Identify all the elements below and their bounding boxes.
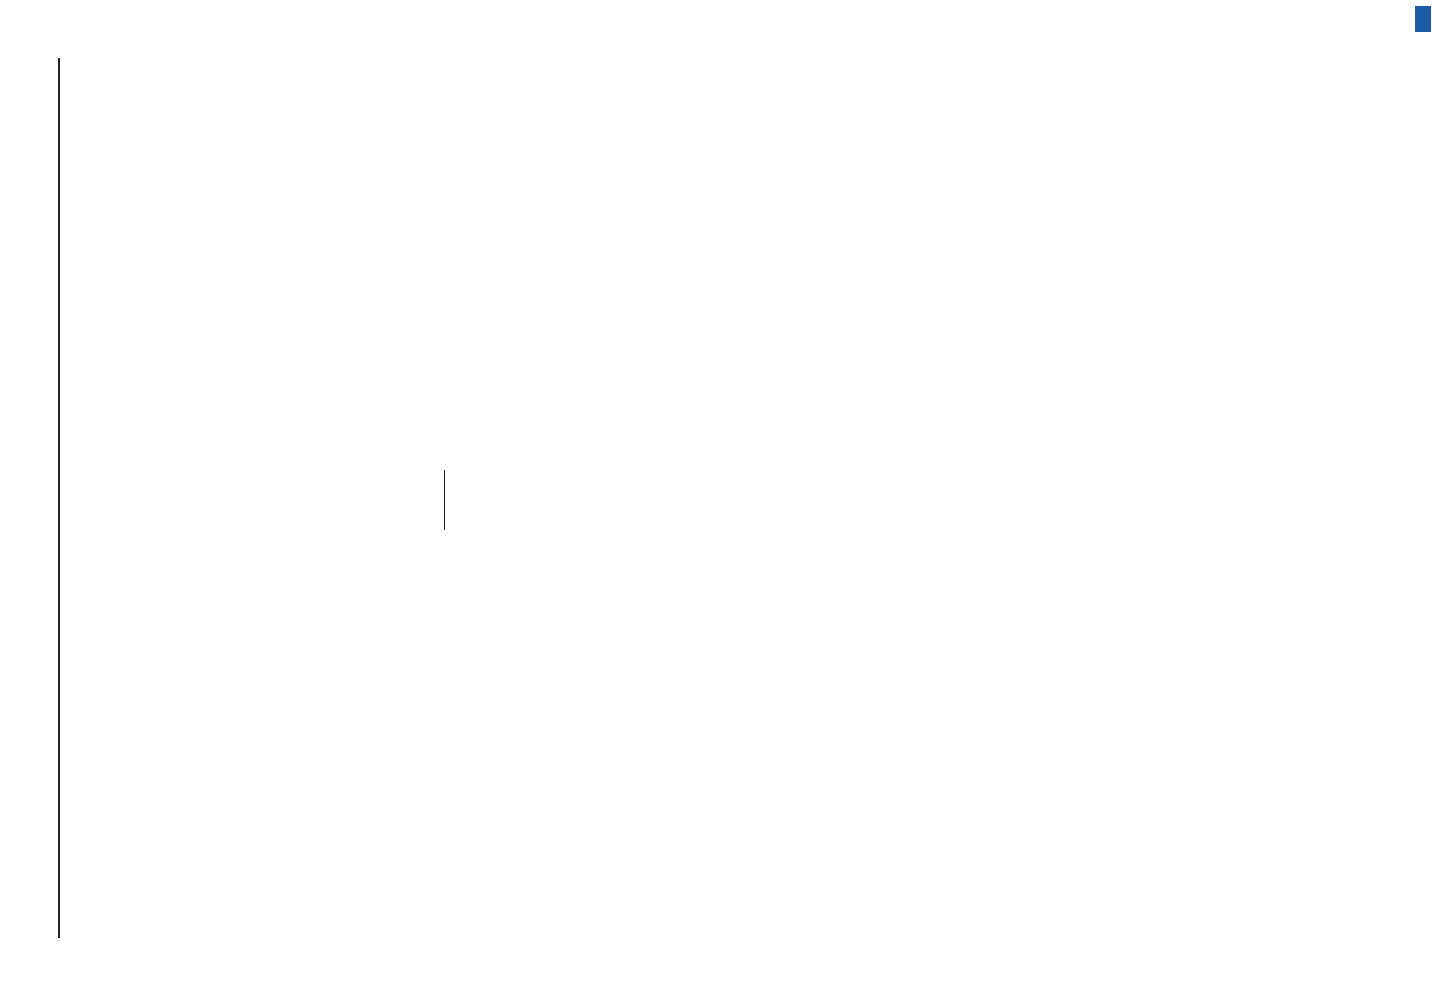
divider — [444, 470, 445, 530]
digitization-note — [1402, 0, 1422, 1000]
header-rule — [58, 58, 60, 938]
dfg-logo — [1415, 6, 1431, 32]
